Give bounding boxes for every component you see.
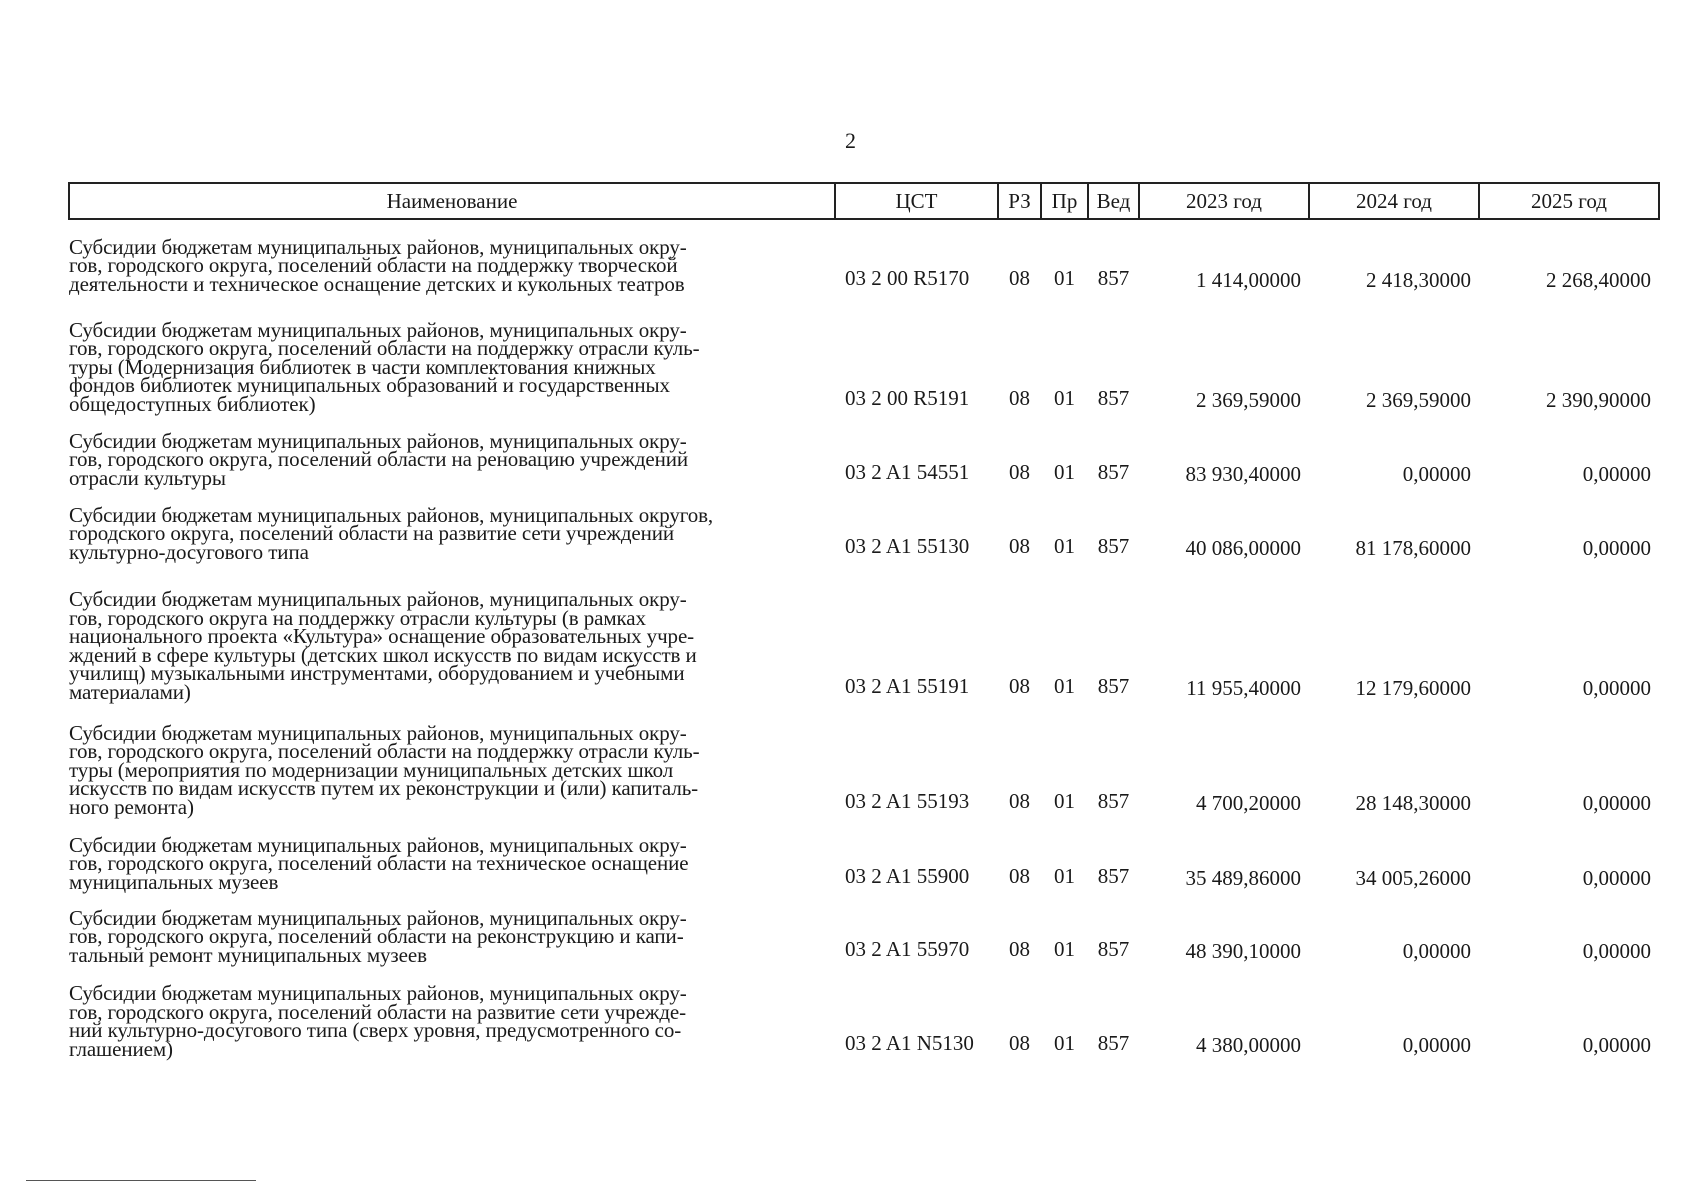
header-ved: Вед (1088, 183, 1139, 219)
row-name: Субсидии бюджетам муниципальных районов, муниципальных окру- гов, городского округа на поддержку отрасли культуры (в рамках национального проекта «Культура» оснащение образовательных учре- ждений в сфере культуры (детских школ искусств по видам искусств и училищ) музыкальными инструментами, оборудованием и учебными материалами) (69, 587, 697, 704)
header-2025: 2025 год (1479, 183, 1659, 219)
row-2023: 2 369,59000 (1196, 388, 1301, 412)
row-2023: 83 930,40000 (1185, 462, 1301, 486)
row-pr: 01 (1054, 1031, 1075, 1055)
row-ved: 857 (1097, 386, 1130, 410)
row-cst: 03 2 00 R5170 (845, 266, 970, 290)
row-ved: 857 (1097, 534, 1130, 558)
row-rz: 08 (1009, 534, 1030, 558)
row-2025: 0,00000 (1582, 791, 1651, 815)
row-2023: 40 086,00000 (1185, 536, 1301, 560)
row-name: Субсидии бюджетам муниципальных районов, муниципальных окру- гов, городского округа, поселений области на поддержку отрасли куль- туры (Модернизация библиотек в части комплектования книжных фондов библиотек муниципальных образований и государственных общедоступных библиотек) (69, 317, 700, 416)
row-2023: 4 700,20000 (1196, 791, 1301, 815)
row-2025: 0,00000 (1582, 536, 1651, 560)
row-2024: 0,00000 (1402, 1033, 1471, 1057)
row-2024: 2 369,59000 (1366, 388, 1471, 412)
row-pr: 01 (1054, 460, 1075, 484)
row-rz: 08 (1009, 386, 1030, 410)
header-name: Наименование (69, 183, 835, 219)
row-2025: 2 390,90000 (1546, 388, 1651, 412)
row-ved: 857 (1097, 789, 1130, 813)
header-rz: РЗ (998, 183, 1041, 219)
row-cst: 03 2 A1 N5130 (845, 1031, 974, 1055)
table-row (69, 816, 1659, 891)
row-rz: 08 (1009, 789, 1030, 813)
row-2025: 0,00000 (1582, 462, 1651, 486)
row-ved: 857 (1097, 266, 1130, 290)
table-row (69, 701, 1659, 816)
row-name: Субсидии бюджетам муниципальных районов, муниципальных окру- гов, городского округа, поселений области на поддержку отрасли куль- туры (мероприятия по модернизации муниципальных детских школ искусств по видам искусств путем их реконструкции и (или) капиталь- ного ремонта) (69, 720, 700, 819)
header-pr: Пр (1041, 183, 1088, 219)
row-pr: 01 (1054, 534, 1075, 558)
row-rz: 08 (1009, 266, 1030, 290)
row-2025: 0,00000 (1582, 939, 1651, 963)
row-rz: 08 (1009, 460, 1030, 484)
row-2023: 1 414,00000 (1196, 268, 1301, 292)
table-row (69, 413, 1659, 487)
row-name: Субсидии бюджетам муниципальных районов, муниципальных окру- гов, городского округа, поселений области на реконструкцию и капи- тальный ремонт муниципальных музеев (69, 905, 687, 967)
table-row (69, 891, 1659, 964)
row-cst: 03 2 A1 55193 (845, 789, 970, 813)
table-row (69, 219, 1659, 293)
row-2025: 0,00000 (1582, 866, 1651, 890)
budget-table (68, 182, 1660, 1061)
row-2025: 2 268,40000 (1546, 268, 1651, 292)
row-pr: 01 (1054, 937, 1075, 961)
page-number: 2 (845, 128, 856, 153)
header-2023: 2023 год (1139, 183, 1309, 219)
row-ved: 857 (1097, 864, 1130, 888)
row-cst: 03 2 A1 55900 (845, 864, 970, 888)
row-ved: 857 (1097, 1031, 1130, 1055)
row-2023: 48 390,10000 (1185, 939, 1301, 963)
table-row (69, 561, 1659, 701)
row-ved: 857 (1097, 460, 1130, 484)
row-rz: 08 (1009, 864, 1030, 888)
row-2024: 81 178,60000 (1355, 536, 1471, 560)
row-2024: 0,00000 (1402, 939, 1471, 963)
row-2024: 0,00000 (1402, 462, 1471, 486)
row-2023: 11 955,40000 (1186, 676, 1301, 700)
header-cst: ЦСТ (835, 183, 998, 219)
row-2023: 4 380,00000 (1196, 1033, 1301, 1057)
row-rz: 08 (1009, 1031, 1030, 1055)
table-body (69, 219, 1659, 1061)
row-pr: 01 (1054, 864, 1075, 888)
table-row (69, 487, 1659, 561)
row-pr: 01 (1054, 789, 1075, 813)
row-name: Субсидии бюджетам муниципальных районов, муниципальных окру- гов, городского округа, поселений области на поддержку творческой деятельности и техническое оснащение детских и кукольных театров (69, 234, 687, 296)
row-name: Субсидии бюджетам муниципальных районов, муниципальных окру- гов, городского округа, поселений области на реновацию учреждений отрасли культуры (69, 428, 689, 490)
row-2024: 2 418,30000 (1366, 268, 1471, 292)
row-cst: 03 2 A1 54551 (845, 460, 970, 484)
table-header-row (69, 183, 1659, 219)
row-pr: 01 (1054, 266, 1075, 290)
row-name: Субсидии бюджетам муниципальных районов, муниципальных окру- гов, городского округа, поселений области на развитие сети учрежде- ний культурно-досугового типа (сверх уровня, предусмотренного со- глашением) (69, 981, 687, 1061)
row-name: Субсидии бюджетам муниципальных районов, муниципальных округов, городского округа, поселений области на развитие сети учреждений культурно-досугового типа (69, 502, 714, 564)
row-2025: 0,00000 (1582, 676, 1651, 700)
row-ved: 857 (1097, 937, 1130, 961)
footnote-rule (26, 1180, 256, 1181)
row-rz: 08 (1009, 937, 1030, 961)
row-cst: 03 2 A1 55970 (845, 937, 970, 961)
row-pr: 01 (1054, 674, 1075, 698)
table-row (69, 964, 1659, 1058)
header-2024: 2024 год (1309, 183, 1479, 219)
row-cst: 03 2 A1 55130 (845, 534, 970, 558)
row-pr: 01 (1054, 386, 1075, 410)
row-rz: 08 (1009, 674, 1030, 698)
row-ved: 857 (1097, 674, 1130, 698)
row-name: Субсидии бюджетам муниципальных районов, муниципальных окру- гов, городского округа, поселений области на техническое оснащение муниципальных музеев (69, 832, 689, 894)
row-2024: 12 179,60000 (1355, 676, 1471, 700)
row-cst: 03 2 00 R5191 (845, 386, 970, 410)
table-row (69, 293, 1659, 413)
row-cst: 03 2 A1 55191 (845, 674, 970, 698)
row-2023: 35 489,86000 (1185, 866, 1301, 890)
row-2024: 34 005,26000 (1355, 866, 1471, 890)
row-2024: 28 148,30000 (1355, 791, 1471, 815)
row-2025: 0,00000 (1582, 1033, 1651, 1057)
